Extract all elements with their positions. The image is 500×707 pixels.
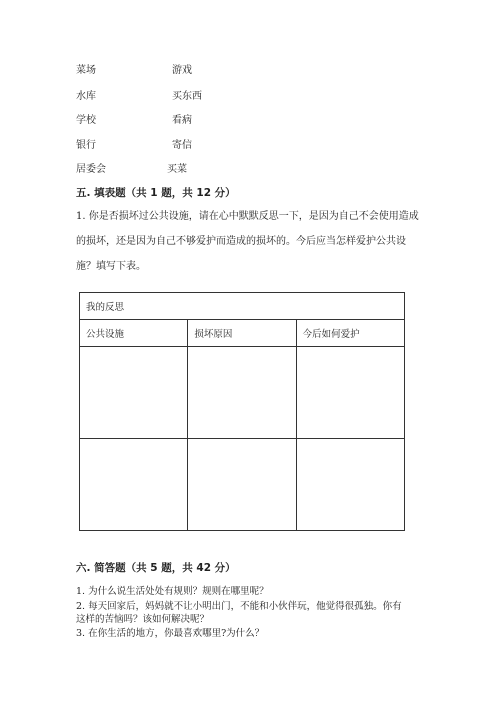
- answer-cell[interactable]: [80, 347, 188, 439]
- answer-cell[interactable]: [80, 439, 188, 531]
- reflection-table: [79, 292, 405, 531]
- matching-right-5: 买菜: [167, 164, 187, 175]
- answer-cell[interactable]: [188, 439, 296, 531]
- short-answer-question-2-cont: 这样的苦恼吗？该如何解决呢？: [76, 614, 210, 625]
- matching-right-2: 买东西: [172, 91, 202, 102]
- header-future-care: 今后如何爱护: [296, 320, 404, 347]
- matching-left-2: 水库: [76, 91, 96, 102]
- reflection-table-title: 我的反思: [80, 293, 405, 320]
- matching-right-4: 寄信: [172, 140, 192, 151]
- short-answer-question-2: 2. 每天回家后，妈妈就不让小明出门，不能和小伙伴玩，他觉得很孤独。你有: [76, 601, 402, 612]
- short-answer-question-1: 1. 为什么说生活处处有规则？规则在哪里呢？: [76, 586, 269, 597]
- section-six-title: 六. 简答题（共 5 题，共 42 分）: [76, 562, 236, 574]
- matching-left-5: 居委会: [76, 164, 106, 175]
- short-answer-question-3: 3. 在你生活的地方，你最喜欢哪里?为什么？: [76, 628, 265, 639]
- answer-cell[interactable]: [296, 347, 404, 439]
- matching-left-1: 菜场: [76, 65, 96, 76]
- header-damage-reason: 损坏原因: [188, 320, 296, 347]
- matching-right-1: 游戏: [172, 65, 192, 76]
- answer-cell[interactable]: [188, 347, 296, 439]
- matching-left-3: 学校: [76, 115, 96, 126]
- section-five-question: 1. 你是否损坏过公共设施，请在心中默默反思一下，是因为自己不会使用造成的损坏，还是因为自己不够爱护而造成的损坏的。今后应当怎样爱护公共设施？填写下表。: [76, 211, 419, 272]
- section-five-title: 五. 填表题（共 1 题，共 12 分）: [76, 187, 236, 199]
- matching-right-3: 看病: [172, 115, 192, 126]
- matching-left-4: 银行: [76, 140, 96, 151]
- header-public-facility: 公共设施: [80, 320, 188, 347]
- answer-cell[interactable]: [296, 439, 404, 531]
